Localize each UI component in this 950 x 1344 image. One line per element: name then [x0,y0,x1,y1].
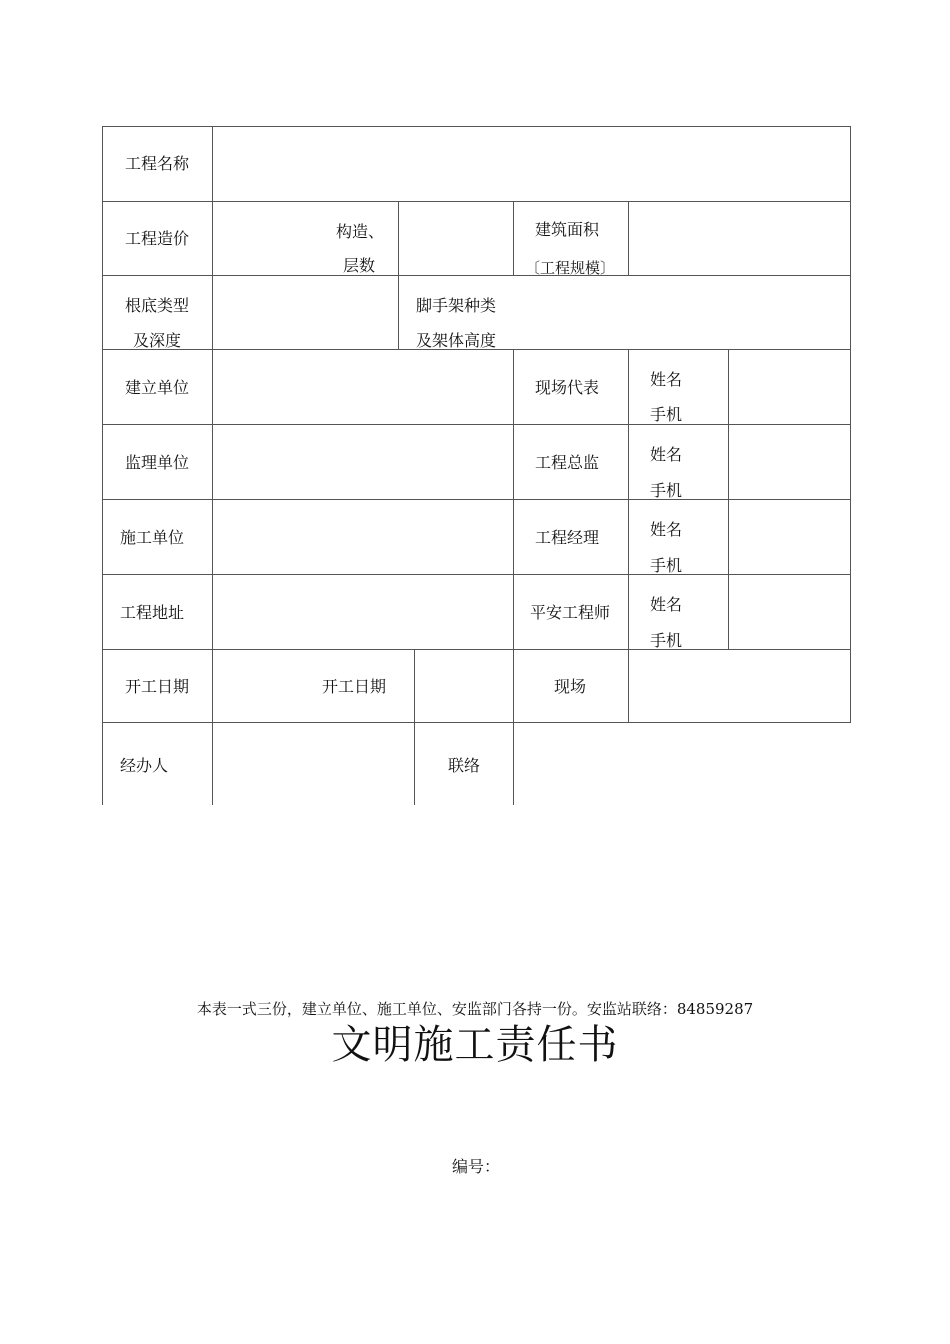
label-supervision-unit: 监理单位 [124,453,190,472]
label-phone: 手机 [650,405,683,424]
table-rule [414,649,415,805]
label-site: 现场 [553,677,587,696]
table-rule [102,424,851,425]
table-rule [398,201,399,349]
label-foundation-type: 根底类型 [124,296,190,315]
table-rule [513,349,514,805]
table-rule [102,574,851,575]
table-rule [628,201,629,275]
table-rule [628,349,629,722]
label-name: 姓名 [650,595,683,614]
label-site-rep: 现场代表 [534,378,600,397]
label-project-cost: 工程造价 [124,229,190,248]
table-rule [102,499,851,500]
label-project-manager: 工程经理 [534,528,600,547]
label-start-date-2: 开工日期 [322,677,387,696]
table-rule [212,126,213,805]
label-foundation-depth: 及深度 [132,331,182,350]
label-name: 姓名 [650,520,683,539]
label-scaffold-type: 脚手架种类 [415,296,497,315]
label-name: 姓名 [650,370,683,389]
label-safety-engineer: 平安工程师 [529,603,611,622]
label-project-name: 工程名称 [124,154,190,173]
label-contact: 联络 [447,756,481,775]
label-construction-unit: 施工单位 [120,528,185,547]
serial-number-label: 编号： [452,1157,501,1176]
table-rule [102,649,851,650]
label-structure: 构造、 [336,222,385,241]
label-phone: 手机 [650,481,683,500]
table-border-top [102,126,851,127]
label-handler: 经办人 [120,756,169,775]
label-owner-unit: 建立单位 [124,378,190,397]
document-title: 文明施工责任书 [331,1022,619,1068]
table-border-right [850,126,851,723]
footer-note: 本表一式三份，建立单位、施工单位、安监部门各持一份。安监站联络：84859287 [196,1000,754,1018]
label-scaffold-height: 及架体高度 [415,331,497,350]
table-border-left [102,126,103,805]
label-building-area: 建筑面积 [534,220,600,239]
table-rule [513,201,514,275]
label-project-scale: 〔工程规模〕 [524,259,616,277]
label-phone: 手机 [650,631,683,650]
label-name: 姓名 [650,445,683,464]
table-rule [728,349,729,649]
label-phone: 手机 [650,556,683,575]
label-floors: 层数 [343,256,376,275]
label-project-address: 工程地址 [120,603,185,622]
table-rule [102,275,851,276]
label-chief-supervisor: 工程总监 [534,453,600,472]
label-start-date: 开工日期 [124,677,190,696]
table-rule [102,201,851,202]
table-rule [102,722,851,723]
